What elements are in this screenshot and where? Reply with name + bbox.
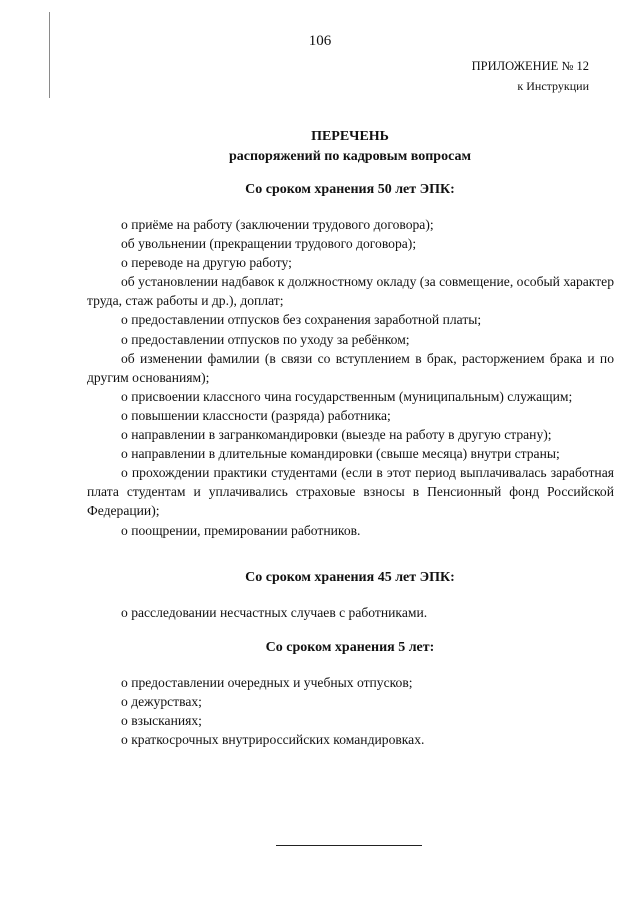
section-list-5-years: [87, 673, 614, 749]
list-item: о дежурствах;: [121, 694, 202, 710]
list-item: о расследовании несчастных случаев с работниками.: [121, 605, 428, 620]
document-title: [0, 127, 640, 167]
list-item: о предоставлении отпусков без сохранения заработной платы;: [121, 312, 482, 328]
appendix-label: [472, 56, 589, 96]
scan-margin-line: [49, 12, 50, 98]
list-item: о краткосрочных внутрироссийских командировках.: [121, 732, 425, 748]
list-item: об увольнении (прекращении трудового договора);: [121, 236, 417, 252]
page-number: 106: [308, 33, 332, 49]
title-line-2: распоряжений по кадровым вопросам: [228, 149, 471, 164]
footer-rule: [276, 845, 422, 846]
list-item: о переводе на другую работу;: [121, 255, 292, 271]
appendix-title: ПРИЛОЖЕНИЕ № 12: [471, 59, 589, 73]
list-item: о поощрении, премировании работников.: [121, 522, 361, 538]
list-item: о повышении классности (разряда) работника;: [121, 407, 391, 423]
section-heading-5-years: Со сроком хранения 5 лет:: [265, 640, 435, 655]
list-item: о приёме на работу (заключении трудового договора);: [121, 217, 434, 232]
list-item: об изменении фамилии (в связи со вступлением в брак, расторжением брака и по другим основаниям);: [87, 350, 614, 385]
list-item: о предоставлении отпусков по уходу за ребёнком;: [121, 331, 410, 347]
appendix-subtitle: к Инструкции: [517, 79, 589, 93]
list-item: об установлении надбавок к должностному окладу (за совмещение, особый характер труда, стаж работы и др.), доплат;: [87, 274, 614, 309]
section-heading-50-years: Со сроком хранения 50 лет ЭПК:: [245, 182, 455, 197]
section-list-50-years: [87, 215, 614, 540]
list-item: о взысканиях;: [121, 713, 202, 729]
list-item: о присвоении классного чина государственным (муниципальным) служащим;: [121, 388, 573, 404]
list-item: о направлении в длительные командировки (свыше месяца) внутри страны;: [121, 446, 560, 462]
section-heading-45-years: Со сроком хранения 45 лет ЭПК:: [245, 570, 455, 585]
list-item: о прохождении практики студентами (если в этот период выплачивалась заработная плата студентам и уплачивались страховые взносы в Пенсионный фонд Российской Федерации);: [87, 465, 614, 519]
list-item: о направлении в загранкомандировки (выезде на работу в другую страну);: [121, 427, 552, 443]
title-line-1: ПЕРЕЧЕНЬ: [311, 129, 389, 144]
list-item: о предоставлении очередных и учебных отпусков;: [121, 675, 413, 690]
section-list-45-years: [87, 603, 614, 622]
